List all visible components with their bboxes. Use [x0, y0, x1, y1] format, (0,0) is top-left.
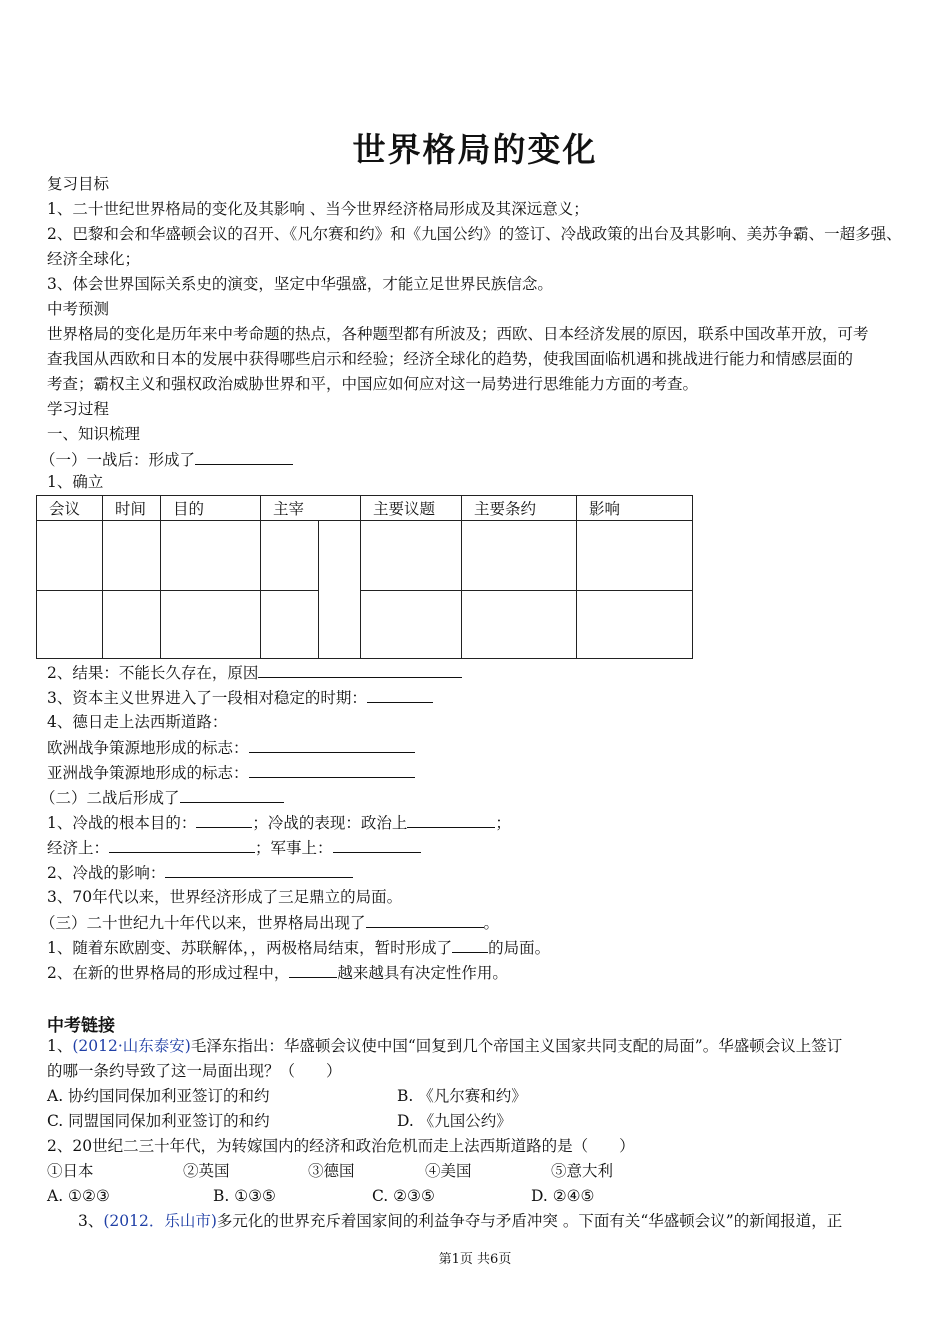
- exam-links-heading: 中考链接: [47, 1016, 115, 1036]
- table-cell[interactable]: [577, 591, 693, 659]
- econ-text: 经济上：: [47, 839, 110, 857]
- table-cell[interactable]: [261, 591, 319, 659]
- table-header-treaties: 主要条约: [462, 496, 577, 521]
- table-cell[interactable]: [577, 521, 693, 591]
- question-2-text: 2、20世纪二三十年代，为转嫁国内的经济和政治危机而走上法西斯道路的是（ ）: [47, 1137, 635, 1155]
- exam-forecast-line-2: 查我国从西欧和日本的发展中获得哪些启示和经验；经济全球化的趋势，使我国面临机遇和挑战进行能力和情感层面的: [47, 350, 854, 368]
- question-3-text: 多元化的世界充斥着国家间的利益争夺与矛盾冲突 。下面有关“华盛顿会议”的新闻报道，正: [216, 1212, 843, 1230]
- answer-blank[interactable]: [452, 937, 488, 953]
- stable-line: [47, 687, 433, 708]
- europe-text: 欧洲战争策源地形成的标志：: [47, 739, 249, 757]
- answer-blank[interactable]: [258, 662, 462, 678]
- review-goal-2-cont: 经济全球化；: [47, 250, 141, 268]
- asia-text: 亚洲战争策源地形成的标志：: [47, 764, 249, 782]
- answer-blank[interactable]: [249, 737, 415, 753]
- part-3-item-2: [47, 962, 508, 983]
- table-header-topics: 主要议题: [361, 496, 462, 521]
- table-cell[interactable]: [37, 521, 103, 591]
- table-cell[interactable]: [261, 521, 319, 591]
- answer-blank[interactable]: [366, 912, 484, 928]
- table-cell[interactable]: [361, 591, 462, 659]
- option-a[interactable]: A. ①②③: [47, 1187, 110, 1205]
- cold-war-1-line: [47, 812, 511, 833]
- seventies-line: 3、70年代以来，世界经济形成了三足鼎立的局面。: [47, 888, 403, 906]
- answer-blank[interactable]: [249, 762, 415, 778]
- exam-forecast-line-3: 考查；霸权主义和强权政治威胁世界和平，中国应如何应对这一局势进行思维能力方面的考查。: [47, 375, 699, 393]
- cold-war-1-end: ；: [495, 814, 511, 832]
- answer-blank[interactable]: [289, 962, 337, 978]
- military-text: ；军事上：: [255, 839, 333, 857]
- option-b[interactable]: B. ①③⑤: [213, 1187, 276, 1205]
- answer-blank[interactable]: [367, 687, 433, 703]
- review-goal-2: 2、巴黎和会和华盛顿会议的召开、《凡尔赛和约》和《九国公约》的签订、冷战政策的出台及其影响、美苏争霸、一超多强、: [47, 225, 902, 243]
- table-header-purpose: 目的: [161, 496, 261, 521]
- question-1-number: 1、: [47, 1037, 73, 1055]
- table-header-meeting: 会议: [37, 496, 103, 521]
- part-3-item-1-text: 1、随着东欧剧变、苏联解体，，两极格局结束，暂时形成了: [47, 939, 453, 957]
- exam-forecast-line-1: 世界格局的变化是历年来中考命题的热点，各种题型都有所波及；西欧、日本经济发展的原因，联系中国改革开放，可考: [47, 325, 869, 343]
- part-3-item-2-end: 越来越具有决定性作用。: [337, 964, 508, 982]
- result-text: 2、结果：不能长久存在，原因: [47, 664, 259, 682]
- answer-blank[interactable]: [109, 837, 255, 853]
- table-cell[interactable]: [161, 521, 261, 591]
- europe-line: [47, 737, 415, 758]
- table-cell[interactable]: [462, 591, 577, 659]
- part-3-end: 。: [483, 914, 500, 932]
- country-item: ①日本: [47, 1162, 94, 1180]
- part-3-line: [40, 912, 499, 933]
- option-d[interactable]: D. 《九国公约》: [397, 1112, 512, 1130]
- answer-blank[interactable]: [195, 449, 293, 465]
- part-2-line: [40, 787, 284, 808]
- part-1-line: [40, 449, 293, 470]
- question-1-line-1: [47, 1036, 842, 1056]
- question-1-text: 毛泽东指出：华盛顿会议使中国“回复到几个帝国主义国家共同支配的局面”。华盛顿会议上签订: [190, 1037, 843, 1055]
- result-line: [47, 662, 462, 683]
- table-header-dominator: 主宰: [261, 496, 361, 521]
- answer-blank[interactable]: [333, 837, 421, 853]
- cold-war-2-text: 2、冷战的影响：: [47, 864, 166, 882]
- part-3-text: （三）二十世纪九十年代以来，世界格局出现了: [40, 914, 366, 932]
- cold-war-2-line: [47, 862, 353, 883]
- table-cell[interactable]: [103, 591, 161, 659]
- table-cell[interactable]: [361, 521, 462, 591]
- part-3-item-1: [47, 937, 550, 958]
- fascism-line: 4、德日走上法西斯道路：: [47, 713, 228, 731]
- page-title: 世界格局的变化: [352, 130, 598, 169]
- table-cell[interactable]: [161, 591, 261, 659]
- conference-table: [36, 495, 693, 659]
- option-d[interactable]: D. ②④⑤: [531, 1187, 595, 1205]
- option-b[interactable]: B. 《凡尔赛和约》: [397, 1087, 527, 1105]
- table-header-time: 时间: [103, 496, 161, 521]
- country-item: ②英国: [183, 1162, 230, 1180]
- review-goal-3: 3、体会世界国际关系史的演变，坚定中华强盛，才能立足世界民族信念。: [47, 275, 553, 293]
- answer-blank[interactable]: [165, 862, 353, 878]
- exam-forecast-heading: 中考预测: [47, 300, 110, 318]
- answer-blank[interactable]: [407, 812, 495, 828]
- asia-line: [47, 762, 415, 783]
- option-c[interactable]: C. ②③⑤: [372, 1187, 435, 1205]
- answer-blank[interactable]: [180, 787, 284, 803]
- part-1-text: （一）一战后：形成了: [40, 451, 196, 469]
- question-3-line: [78, 1211, 842, 1231]
- table-cell[interactable]: [37, 591, 103, 659]
- learning-heading: 学习过程: [47, 400, 110, 418]
- review-goals-heading: 复习目标: [47, 175, 110, 193]
- table-header-impact: 影响: [577, 496, 693, 521]
- stable-text: 3、资本主义世界进入了一段相对稳定的时期：: [47, 689, 367, 707]
- question-1-source-link[interactable]: (2012·山东泰安): [72, 1037, 191, 1055]
- country-item: ④美国: [425, 1162, 472, 1180]
- table-cell[interactable]: [462, 521, 577, 591]
- page-footer: 第1页 共6页: [438, 1252, 512, 1267]
- part-3-item-1-end: 的局面。: [488, 939, 551, 957]
- option-c[interactable]: C. 同盟国同保加利亚签订的和约: [47, 1112, 270, 1130]
- option-a[interactable]: A. 协约国同保加利亚签订的和约: [47, 1087, 270, 1105]
- item-establish: 1、确立: [47, 473, 104, 491]
- question-3-source-link[interactable]: (2012．乐山市): [103, 1212, 217, 1230]
- part-2-text: （二）二战后形成了: [40, 789, 180, 807]
- cold-war-1-politics: ；冷战的表现：政治上: [252, 814, 408, 832]
- section-knowledge: 一、知识梳理: [47, 425, 141, 443]
- country-item: ③德国: [308, 1162, 355, 1180]
- review-goal-1: 1、二十世纪世界格局的变化及其影响 、当今世界经济格局形成及其深远意义；: [47, 200, 589, 218]
- table-cell[interactable]: [103, 521, 161, 591]
- question-1-line-2: 的哪一条约导致了这一局面出现？（ ）: [47, 1062, 342, 1080]
- answer-blank[interactable]: [196, 812, 252, 828]
- country-item: ⑤意大利: [551, 1162, 614, 1180]
- table-cell[interactable]: [319, 521, 361, 659]
- part-3-item-2-text: 2、在新的世界格局的形成过程中，: [47, 964, 290, 982]
- question-3-number: 3、: [78, 1212, 104, 1230]
- cold-war-1-text: 1、冷战的根本目的：: [47, 814, 197, 832]
- econ-line: [47, 837, 421, 858]
